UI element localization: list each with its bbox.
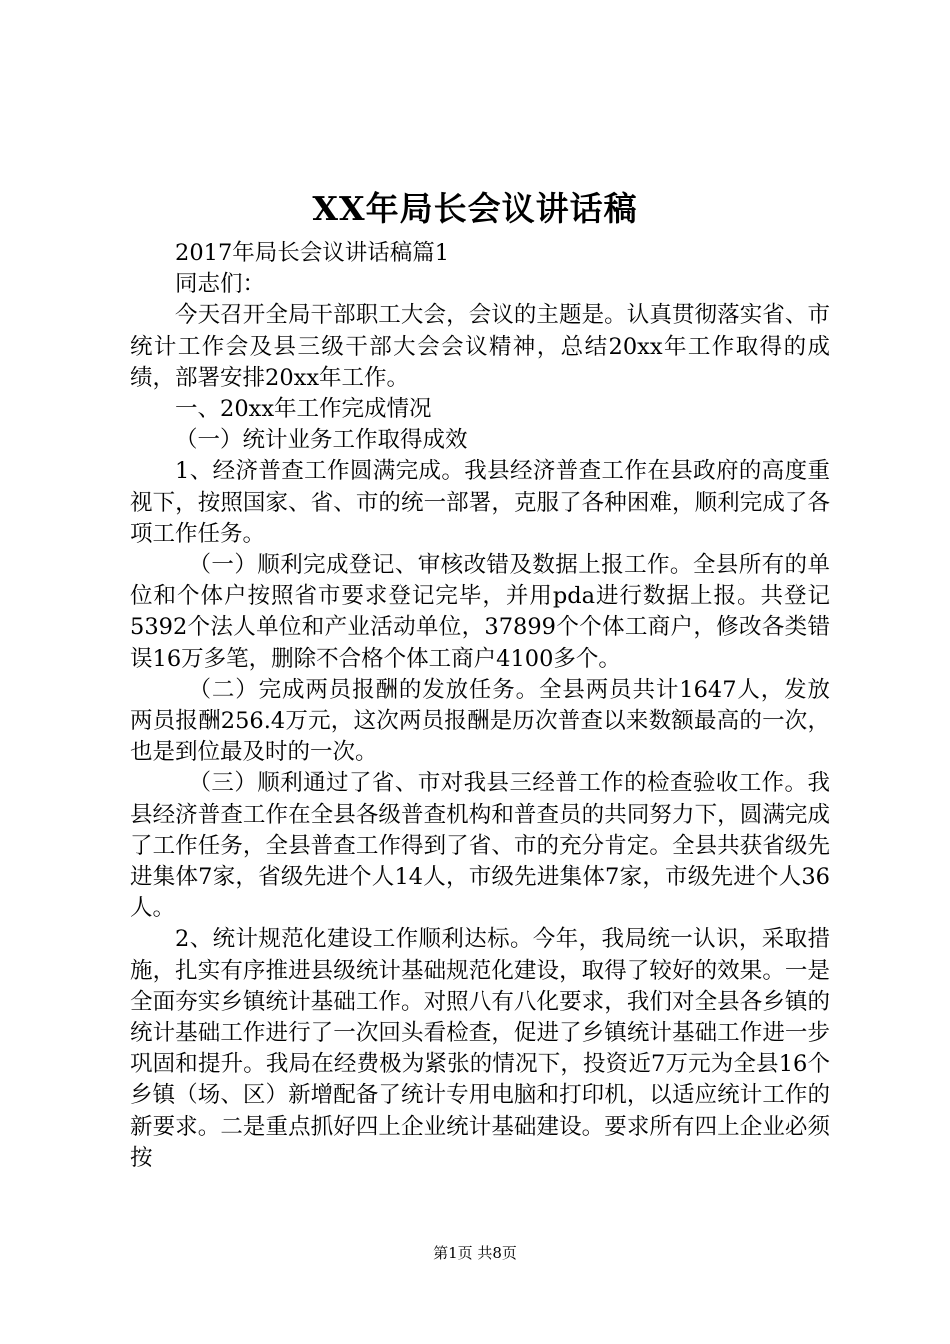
- paragraph-9: （三）顺利通过了省、市对我县三经普工作的检查验收工作。我县经济普查工作在全县各级普查机构和普查员的共同努力下，圆满完成了工作任务，全县普查工作得到了省、市的充分肯定。全县共获省级先进集体7家，省级先进个人14人，市级先进集体7家，市级先进个人36人。: [130, 770, 830, 922]
- document-title: XX年局长会议讲话稿: [312, 189, 638, 228]
- document-body: [130, 238, 830, 1174]
- paragraph-4: 一、20xx年工作完成情况: [175, 396, 432, 423]
- paragraph-8: （二）完成两员报酬的发放任务。全县两员共计1647人，发放两员报酬256.4万元，这次两员报酬是历次普查以来数额最高的一次，也是到位最及时的一次。: [130, 676, 830, 766]
- page-footer: 第1页 共8页: [433, 1244, 517, 1262]
- paragraph-10: 2、统计规范化建设工作顺利达标。今年，我局统一认识，采取措施，扎实有序推进县级统计基础规范化建设，取得了较好的效果。一是全面夯实乡镇统计基础工作。对照八有八化要求，我们对全县各乡镇的统计基础工作进行了一次回头看检查，促进了乡镇统计基础工作进一步巩固和提升。我局在经费极为紧张的情况下，投资近7万元为全县16个乡镇（场、区）新增配备了统计专用电脑和打印机，以适应统计工作的新要求。二是重点抓好四上企业统计基础建设。要求所有四上企业必须按: [130, 926, 830, 1171]
- paragraph-1: 2017年局长会议讲话稿篇1: [175, 240, 450, 266]
- paragraph-2: 同志们：: [175, 271, 266, 298]
- paragraph-7: （一）顺利完成登记、审核改错及数据上报工作。全县所有的单位和个体户按照省市要求登记完毕，并用pda进行数据上报。共登记5392个法人单位和产业活动单位，37899个个体工商户，修改各类错误16万多笔，删除不合格个体工商户4100多个。: [130, 552, 830, 672]
- paragraph-6: 1、经济普查工作圆满完成。我县经济普查工作在县政府的高度重视下，按照国家、省、市的统一部署，克服了各种困难，顺利完成了各项工作任务。: [130, 458, 830, 547]
- paragraph-3: 今天召开全局干部职工大会，会议的主题是。认真贯彻落实省、市统计工作会及县三级干部大会会议精神，总结20xx年工作取得的成绩，部署安排20xx年工作。: [130, 302, 830, 391]
- paragraph-5: （一）统计业务工作取得成效: [175, 427, 468, 454]
